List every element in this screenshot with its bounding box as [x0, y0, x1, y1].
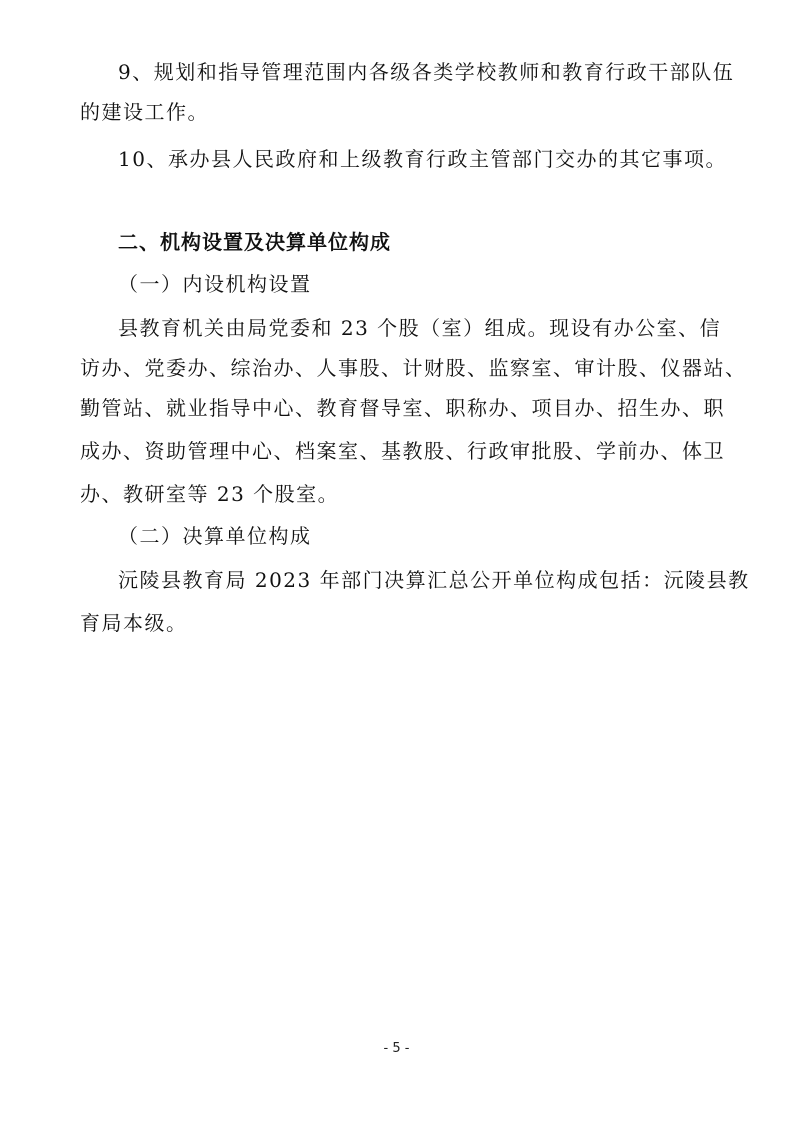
- paragraph-item9-line2: 的建设工作。: [80, 100, 209, 124]
- paragraph-structure-line: 成办、资助管理中心、档案室、基教股、行政审批股、学前办、体卫: [80, 439, 725, 463]
- paragraph-structure-line: 县教育机关由局党委和 23 个股（室）组成。现设有办公室、信: [118, 316, 722, 340]
- paragraph-units-line: 育局本级。: [80, 611, 188, 635]
- paragraph-item9-line1: 9、规划和指导管理范围内各级各类学校教师和教育行政干部队伍: [118, 60, 735, 84]
- page-number: - 5 -: [383, 1041, 410, 1056]
- paragraph-item10: 10、承办县人民政府和上级教育行政主管部门交办的其它事项。: [118, 147, 727, 171]
- section-heading: 二、机构设置及决算单位构成: [118, 230, 391, 254]
- paragraph-structure-line: 勤管站、就业指导中心、教育督导室、职称办、项目办、招生办、职: [80, 396, 725, 420]
- paragraph-structure-line: 访办、党委办、综治办、人事股、计财股、监察室、审计股、仪器站、: [80, 356, 747, 380]
- subsection-title-internal-structure: （一）内设机构设置: [118, 272, 312, 296]
- paragraph-units-line: 沅陵县教育局 2023 年部门决算汇总公开单位构成包括：沅陵县教: [118, 568, 750, 592]
- subsection-title-units: （二）决算单位构成: [118, 524, 312, 548]
- paragraph-structure-line: 办、教研室等 23 个股室。: [80, 482, 340, 506]
